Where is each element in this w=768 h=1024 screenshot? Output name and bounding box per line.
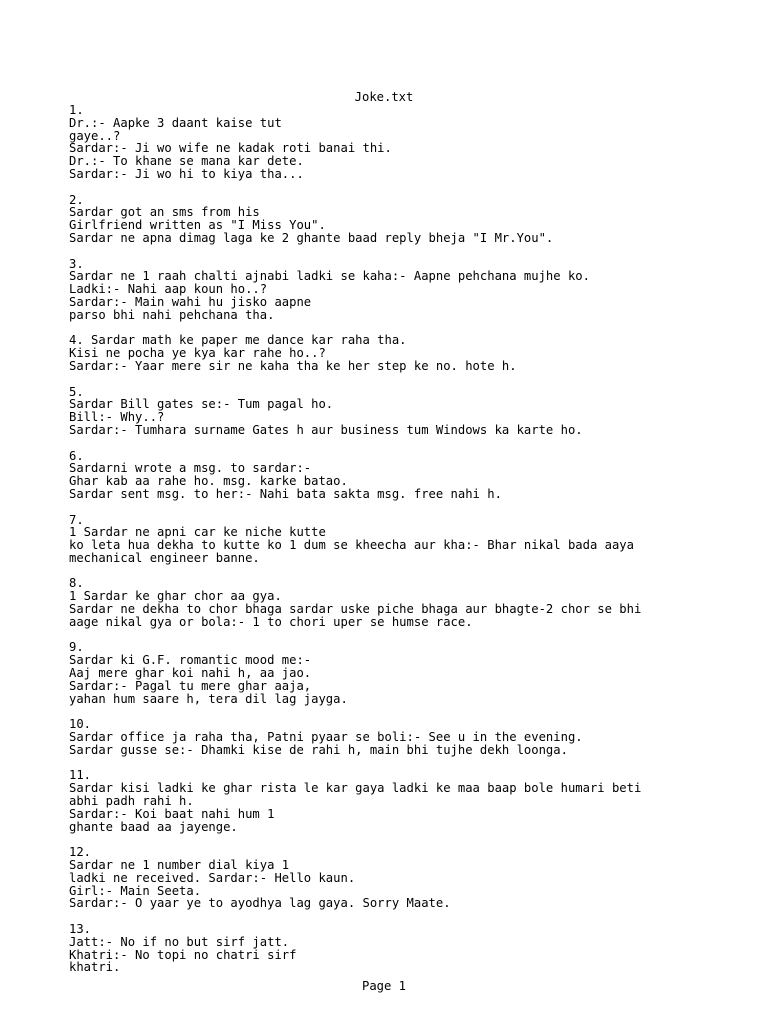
document-title: Joke.txt: [354, 90, 414, 104]
text-line: Sardar office ja raha tha, Patni pyaar se boli:- See u in the evening.: [69, 730, 583, 745]
text-line: Bill:- Why..?: [69, 410, 165, 425]
text-line: Sardar ne 1 raah chalti ajnabi ladki se kaha:- Aapne pehchana mujhe ko.: [69, 269, 590, 284]
text-line: 1.: [69, 103, 84, 117]
text-line: Sardarni wrote a msg. to sardar:-: [69, 461, 312, 476]
text-line: Ghar kab aa rahe ho. msg. karke batao.: [69, 474, 348, 489]
text-line: Sardar sent msg. to her:- Nahi bata sakta msg. free nahi h.: [69, 486, 502, 501]
text-line: Aaj mere ghar koi nahi h, aa jao.: [69, 666, 312, 681]
text-line: 1 Sardar ne apni car ke niche kutte: [69, 525, 326, 540]
text-line: 3.: [69, 256, 84, 271]
text-line: Kisi ne pocha ye kya kar rahe ho..?: [69, 346, 326, 361]
text-line: Sardar ne 1 number dial kiya 1: [69, 858, 290, 873]
blank-line: [69, 757, 759, 770]
text-line: Sardar gusse se:- Dhamki kise de rahi h, main bhi tujhe dekh loonga.: [69, 742, 568, 757]
text-line: ghante baad aa jayenge.: [69, 819, 238, 834]
text-line: 10.: [69, 717, 92, 732]
blank-line: [69, 833, 759, 846]
blank-line: [69, 910, 759, 923]
text-line: Girl:- Main Seeta.: [69, 883, 202, 898]
text-line: Sardar kisi ladki ke ghar rista le kar gaya ladki ke maa baap bole humari beti: [69, 781, 642, 796]
text-line: 1 Sardar ke ghar chor aa gya.: [69, 589, 282, 604]
text-line: 5.: [69, 384, 84, 399]
text-line: 11.: [69, 768, 92, 783]
text-line: abhi padh rahi h.: [69, 794, 194, 809]
page-number: Page 1: [361, 979, 407, 993]
text-line: Dr.:- To khane se mana kar dete.: [69, 154, 304, 169]
text-line: Sardar:- Koi baat nahi hum 1: [69, 806, 275, 821]
blank-line: [69, 565, 759, 578]
blank-line: [69, 373, 759, 386]
text-line: Sardar ki G.F. romantic mood me:-: [69, 653, 312, 668]
text-line: Sardar Bill gates se:- Tum pagal ho.: [69, 397, 334, 412]
blank-line: [69, 501, 759, 514]
text-line: Sardar got an sms from his: [69, 205, 260, 220]
text-line: Girlfriend written as "I Miss You".: [69, 218, 326, 233]
document-body: [69, 104, 759, 974]
text-line: 4. Sardar math ke paper me dance kar raha tha.: [69, 333, 407, 348]
blank-line: [69, 245, 759, 258]
text-line: Sardar:- O yaar ye to ayodhya lag gaya. Sorry Maate.: [69, 896, 451, 911]
blank-line: [69, 437, 759, 450]
text-line: Sardar:- Tumhara surname Gates h aur business tum Windows ka karte ho.: [69, 422, 583, 437]
text-line: 8.: [69, 576, 84, 591]
text-line: 9.: [69, 640, 84, 655]
text-line: Sardar:- Main wahi hu jisko aapne: [69, 294, 312, 309]
text-line: 6.: [69, 448, 84, 463]
text-line: Sardar:- Ji wo wife ne kadak roti banai thi.: [69, 141, 392, 156]
text-line: Sardar:- Yaar mere sir ne kaha tha ke her step ke no. hote h.: [69, 358, 517, 373]
text-line: Jatt:- No if no but sirf jatt.: [69, 934, 290, 949]
text-line: 12.: [69, 845, 92, 860]
text-line: gaye..?: [69, 128, 121, 143]
text-line: aage nikal gya or bola:- 1 to chori uper se humse race.: [69, 614, 473, 629]
text-line: 7.: [69, 512, 84, 527]
blank-line: [69, 181, 759, 194]
blank-line: [69, 705, 759, 718]
text-line: mechanical engineer banne.: [69, 550, 260, 565]
text-line: 13.: [69, 922, 92, 936]
text-line: Khatri:- No topi no chatri sirf: [69, 947, 297, 962]
text-line: yahan hum saare h, tera dil lag jayga.: [69, 691, 348, 706]
text-line: Sardar:- Ji wo hi to kiya tha...: [69, 166, 304, 181]
text-line: Sardar:- Pagal tu mere ghar aaja,: [69, 678, 312, 693]
blank-line: [69, 629, 759, 642]
text-line: Ladki:- Nahi aap koun ho..?: [69, 282, 268, 297]
text-line: Sardar ne apna dimag laga ke 2 ghante baad reply bheja "I Mr.You".: [69, 230, 554, 245]
text-line: Sardar ne dekha to chor bhaga sardar uske piche bhaga aur bhagte-2 chor se bhi: [69, 602, 642, 617]
text-line: 2.: [69, 192, 84, 207]
text-line: ladki ne received. Sardar:- Hello kaun.: [69, 870, 356, 885]
text-line: ko leta hua dekha to kutte ko 1 dum se kheecha aur kha:- Bhar nikal bada aaya: [69, 538, 634, 553]
text-line: parso bhi nahi pehchana tha.: [69, 307, 275, 322]
text-line: Dr.:- Aapke 3 daant kaise tut: [69, 115, 282, 130]
text-line: khatri.: [69, 960, 121, 975]
